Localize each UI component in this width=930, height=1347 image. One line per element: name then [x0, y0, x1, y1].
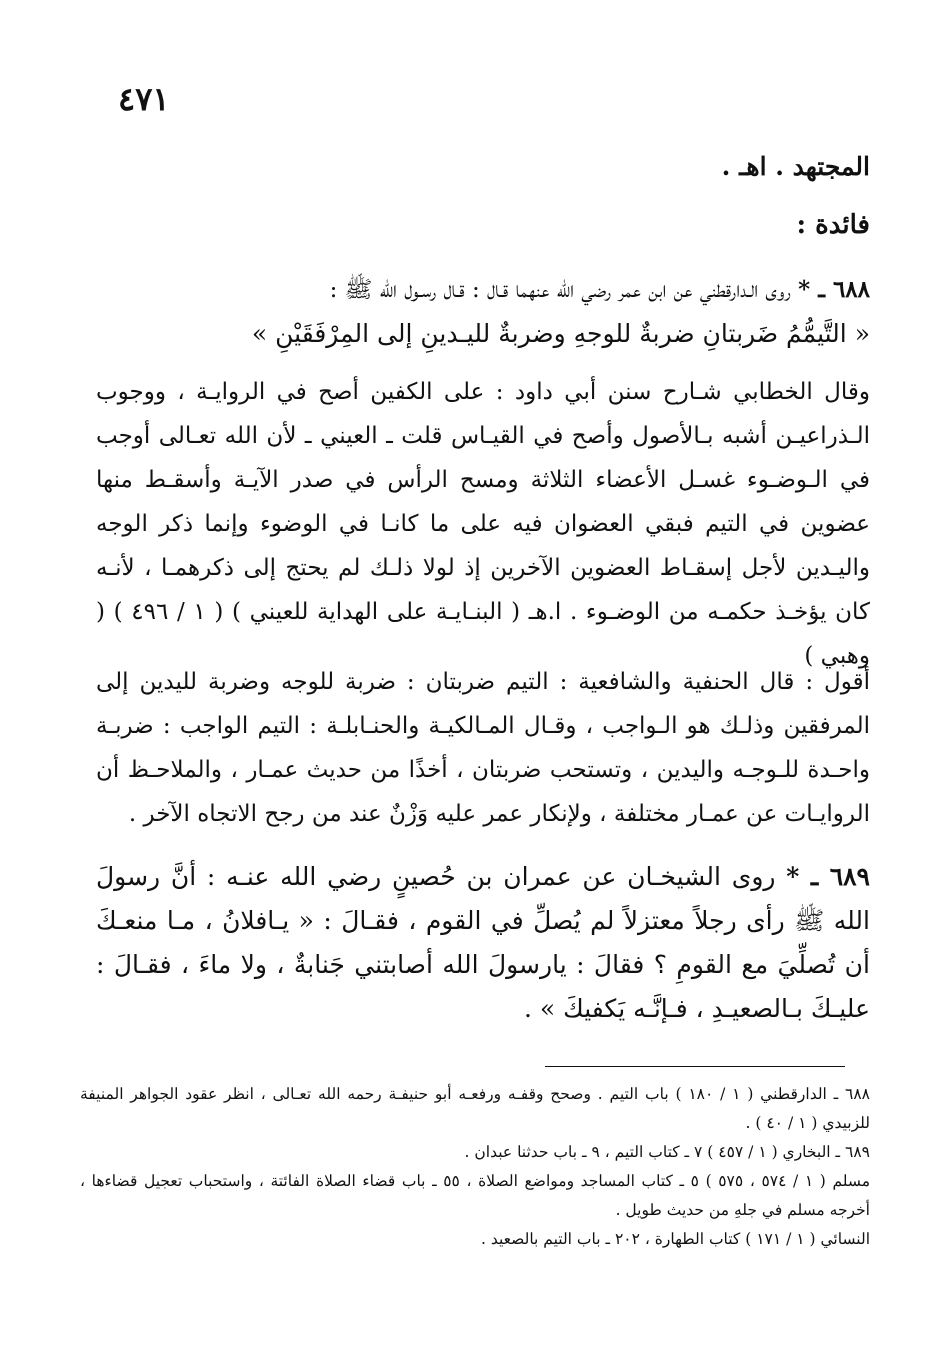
aqulu-paragraph-text: قال الحنفية والشافعية : التيم ضربتان : ضربة للوجه وضربة لليدين إلى المرفقين وذلـك هو الـواجب ، وقـال المـالكيـة والحنـابلـة : التيم الواجب : ضربـة واحـدة للـوجـه واليدين ، وتستحب ضربتان ، أخذًا من حديث عمـار ، والملاحـظ أن الروايـات عن عمـار مختلفة ، ولإنكار عمر عليه وَزْنٌ عند من رجح الاتجاه الآخر .	[96, 669, 870, 827]
footnote-689-muslim: مسلم ( ١ / ٥٧٤ ، ٥٧٥ ) ٥ ـ كتاب المساجد ومواضع الصلاة ، ٥٥ ـ باب قضاء الصلاة الفائتة ، واستحباب تعجيل قضاءها ، أخرجه مسلم في جلهِ من حديث طويل .	[80, 1172, 871, 1219]
hadith-689-text: روى الشيخـان عن عمران بن حُصينٍ رضي الله عنـه : أنَّ رسولَ الله ﷺ رأى رجلاً معتزلاً لم يُصلِّ في القوم ، فقـالَ : « يـافلانُ ، مـا منعـكَ أن تُصلِّيَ مع القومِ ؟ فقالَ : يارسولَ الله أصابتني جَنابةٌ ، ولا ماءَ ، فقـالَ : عليـكَ بـالصعيـدِ ، فـإنَّـه يَكفيكَ » .	[96, 862, 870, 1023]
continuation-text: المجتهد . اهـ .	[721, 152, 870, 181]
khattabi-paragraph	[96, 370, 870, 678]
section-heading: فائدة :	[796, 210, 870, 240]
footnote-689-nasai: النسائي ( ١ / ١٧١ ) كتاب الطهارة ، ٢٠٢ ـ باب التيم بالصعيد .	[481, 1230, 870, 1248]
page-number: ٤٧١	[118, 80, 170, 118]
footnote-divider	[545, 1066, 845, 1067]
hadith-688-text: « التَّيمُّمُ ضَربتانِ ضربةٌ للوجهِ وضربةٌ لليـدينِ إلى المِرْفَقَيْنِ »	[251, 319, 870, 348]
footnote-688: ٦٨٨ ـ الدارقطني ( ١ / ١٨٠ ) باب التيم . وصحح وقفـه ورفعـه أبو حنيفـة رحمه الله تعـالى ، انظر عقود الجواهر المنيفة للزبيدي ( ١ / ٤٠ ) .	[80, 1085, 871, 1132]
khattabi-paragraph-text: وقال الخطابي شـارح سنن أبي داود : على الكفين أصح في الروايـة ، ووجوب الـذراعيـن أشبه بـالأصول وأصح في القيـاس قلت ـ العيني ـ لأن الله تعـالى أوجب في الـوضـوء غسـل الأعضاء الثلاثة ومسح الرأس في صدر الآيـة وأسقـط منها عضوين في التيم فبقي العضوان فيه على ما كانـا في الوضوء وإنما ذكر الوجه واليـدين لأجل إسقـاط العضوين الآخرين إذ لولا ذلـك لم يحتج إلى ذكرهمـا ، لأنـه كان يؤخـذ حكمـه من الوضـوء . ا.هـ ( البنـايـة على الهداية للعيني ) ( ١ / ٤٩٦ ) ( وهبي )	[96, 379, 870, 669]
hadith-688-number: ٦٨٨ ـ *	[798, 276, 870, 303]
hadith-689	[96, 855, 870, 1031]
aqulu-paragraph	[96, 660, 870, 836]
hadith-688	[96, 268, 870, 356]
footnotes	[80, 1080, 870, 1254]
footnote-689-bukhari: ٦٨٩ ـ البخاري ( ١ / ٤٥٧ ) ٧ ـ كتاب التيم ، ٩ ـ باب حدثنا عبدان .	[464, 1143, 870, 1161]
hadith-689-number: ٦٨٩ ـ *	[786, 862, 870, 891]
aqulu-label: أقول :	[805, 669, 871, 695]
hadith-688-intro: روى الـدارقطني عن ابن عمر رضي الله عنهما قـال : قـال رسـول الله ﷺ :	[329, 277, 791, 303]
